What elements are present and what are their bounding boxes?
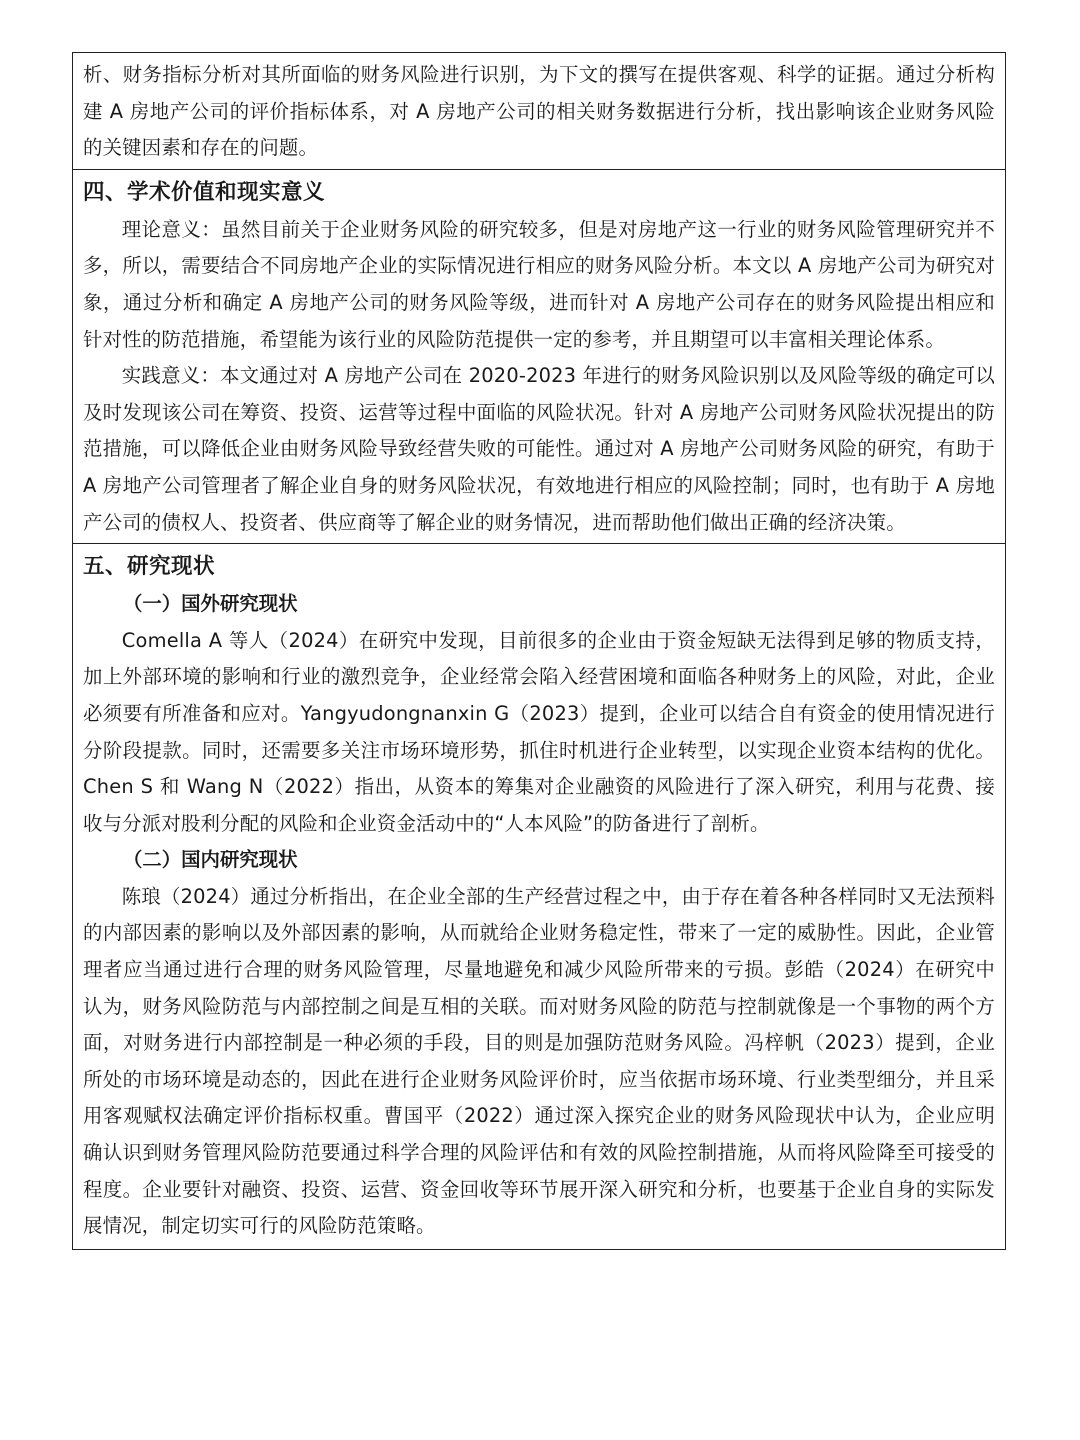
section-5-title: 五、研究现状 [83,554,216,580]
foreign-research-paragraph: Comella A 等人（2024）在研究中发现，目前很多的企业由于资金短缺无法得到足够的物质支持，加上外部环境的影响和行业的激烈竞争，企业经常会陷入经营困境和面临各种财务上的风险，对此，企业必须要有所准备和应对。Yangyudongnanxin G（2023）提到，企业可以结合自有资金的使用情况进行分阶段提款。同时，还需要多关注市场环境形势，抓住时机进行企业转型，以实现企业资本结构的优化。Chen S 和 Wang N（2022）指出，从资本的筹集对企业融资的风险进行了深入研究，利用与花费、接收与分派对股利分配的风险和企业资金活动中的“人本风险”的防备进行了剖析。 [83,628,995,835]
theory-significance-paragraph: 理论意义：虽然目前关于企业财务风险的研究较多，但是对房地产这一行业的财务风险管理研究并不多，所以，需要结合不同房地产企业的实际情况进行相应的财务风险分析。本文以 A 房地产公司为研究对象，通过分析和确定 A 房地产公司的财务风险等级，进而针对 A 房地产公司存在的财务风险提出相应和针对性的防范措施，希望能为该行业的风险防范提供一定的参考，并且期望可以丰富相关理论体系。 [83,217,995,351]
section-5-cell [73,543,1005,1249]
intro-cell [73,53,1005,169]
section-4-title: 四、学术价值和现实意义 [83,179,326,205]
section-4-cell [73,169,1005,543]
domestic-research-title: （二）国内研究现状 [123,848,298,872]
domestic-research-paragraph: 陈琅（2024）通过分析指出，在企业全部的生产经营过程之中，由于存在着各种各样同时又无法预料的内部因素的影响以及外部因素的影响，从而就给企业财务稳定性，带来了一定的威胁性。因此，企业管理者应当通过进行合理的财务风险管理，尽量地避免和减少风险所带来的亏损。彭皓（2024）在研究中认为，财务风险防范与内部控制之间是互相的关联。而对财务风险的防范与控制就像是一个事物的两个方面，对财务进行内部控制是一种必须的手段，目的则是加强防范财务风险。冯梓帆（2023）提到，企业所处的市场环境是动态的，因此在进行企业财务风险评价时，应当依据市场环境、行业类型细分，并且采用客观赋权法确定评价指标权重。曹国平（2022）通过深入探究企业的财务风险现状中认为，企业应明确认识到财务管理风险防范要通过科学合理的风险评估和有效的风险控制措施，从而将风险降至可接受的程度。企业要针对融资、投资、运营、资金回收等环节展开深入研究和分析，也要基于企业自身的实际发展情况，制定切实可行的风险防范策略。 [83,884,995,1238]
practice-significance-paragraph: 实践意义：本文通过对 A 房地产公司在 2020-2023 年进行的财务风险识别以及风险等级的确定可以及时发现该公司在筹资、投资、运营等过程中面临的风险状况。针对 A 房地产公司财务风险状况提出的防范措施，可以降低企业由财务风险导致经营失败的可能性。通过对 A 房地产公司财务风险的研究，有助于 A 房地产公司管理者了解企业自身的财务风险状况，有效地进行相应的风险控制；同时，也有助于 A 房地产公司的债权人、投资者、供应商等了解企业的财务情况，进而帮助他们做出正确的经济决策。 [83,364,995,534]
intro-paragraph: 析、财务指标分析对其所面临的财务风险进行识别，为下文的撰写在提供客观、科学的证据。通过分析构建 A 房地产公司的评价指标体系，对 A 房地产公司的相关财务数据进行分析，找出影响该企业财务风险的关键因素和存在的问题。 [83,63,995,160]
document-table [72,52,1006,1250]
foreign-research-title: （一）国外研究现状 [123,592,298,616]
